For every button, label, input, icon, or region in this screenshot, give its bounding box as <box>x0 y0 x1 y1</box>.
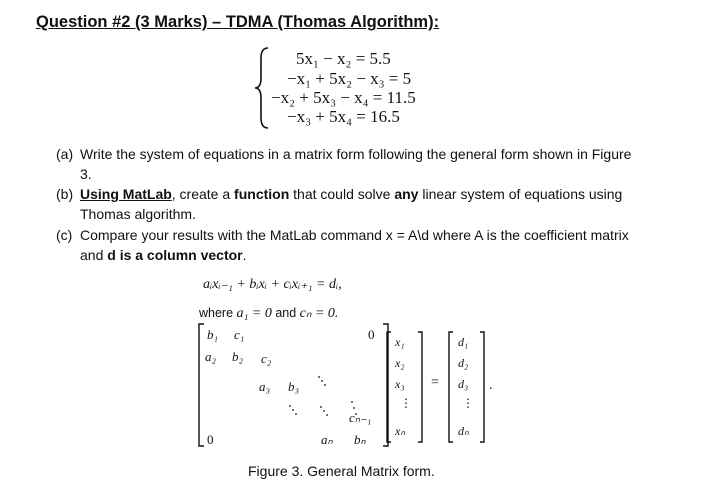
where-cond-2: cₙ = 0. <box>299 306 339 321</box>
d-vector-dots: ⋮ <box>462 396 474 410</box>
part-a-label: (a) <box>56 146 74 162</box>
matrix-c2: c₂ <box>261 351 272 366</box>
equation-2: −x₁ + 5x₂ − x₃ = 5 <box>287 69 412 88</box>
part-b-label: (b) <box>56 186 74 202</box>
matrix-b3: b₃ <box>288 379 300 394</box>
part-c-label: (c) <box>56 227 73 243</box>
part-b-mid2: that could solve <box>289 186 395 202</box>
part-b-mid3: linear system of equations using <box>418 186 623 202</box>
equation-1: 5x₁ − x₂ = 5.5 <box>296 49 391 68</box>
where-prefix: where <box>199 306 237 320</box>
part-b-mid1: , create a <box>171 186 235 202</box>
matrix-a3: a₃ <box>259 379 271 394</box>
x-vector-1: x₁ <box>395 335 405 349</box>
part-c-text-2 <box>80 245 247 265</box>
x-vector-n: xₙ <box>395 424 406 438</box>
general-equation: aᵢxᵢ₋₁ + bᵢxᵢ + cᵢxᵢ₊₁ = dᵢ, <box>203 277 342 292</box>
x-vector-3: x₃ <box>395 377 405 391</box>
part-c-period: . <box>242 247 247 263</box>
part-c-text: Compare your results with the MatLab command x = A\d where A is the coefficient matrix <box>80 227 629 243</box>
d-vector-3: d₃ <box>458 377 469 391</box>
system-brace <box>252 46 272 130</box>
d-vector-n: dₙ <box>458 424 469 438</box>
matrix-zero-top-right: 0 <box>368 327 375 342</box>
part-b-function: function <box>234 186 290 202</box>
part-a-text-2: 3. <box>80 166 92 182</box>
where-cond-1: a₁ = 0 <box>236 306 272 321</box>
d-vector-1: d₁ <box>458 335 469 349</box>
equation-3: −x₂ + 5x₃ − x₄ = 11.5 <box>271 88 416 107</box>
equation-4: −x₃ + 5x₄ = 16.5 <box>287 107 400 126</box>
where-line <box>199 305 338 322</box>
part-b-using-matlab: Using MatLab <box>80 186 172 202</box>
matrix-cn-minus-1: cₙ₋₁ <box>349 410 372 425</box>
where-and: and <box>271 306 300 320</box>
part-c-and: and <box>80 247 108 263</box>
part-b-any: any <box>394 186 419 202</box>
matrix-c1: c₁ <box>234 327 245 342</box>
figure-caption: Figure 3. General Matrix form. <box>248 463 435 479</box>
trailing-period: . <box>489 378 493 393</box>
matrix-bn: bₙ <box>354 432 366 447</box>
matrix-b2: b₂ <box>232 349 244 364</box>
matrix-an: aₙ <box>321 432 333 447</box>
part-b-text <box>80 184 622 204</box>
part-c-d-column: d is a column vector <box>107 247 243 263</box>
part-b-text-2: Thomas algorithm. <box>80 206 196 222</box>
question-title: Question #2 (3 Marks) – TDMA (Thomas Algorithm): <box>36 13 440 31</box>
part-a-text: Write the system of equations in a matrix form following the general form shown in Figure <box>80 146 632 162</box>
matrix-b1: b₁ <box>207 327 219 342</box>
x-vector-dots: ⋮ <box>400 396 412 410</box>
d-vector-2: d₂ <box>458 356 469 370</box>
matrix-zero-bottom-left: 0 <box>207 432 214 447</box>
x-vector-2: x₂ <box>395 356 405 370</box>
equals-sign: = <box>431 375 439 390</box>
matrix-a2: a₂ <box>205 349 217 364</box>
